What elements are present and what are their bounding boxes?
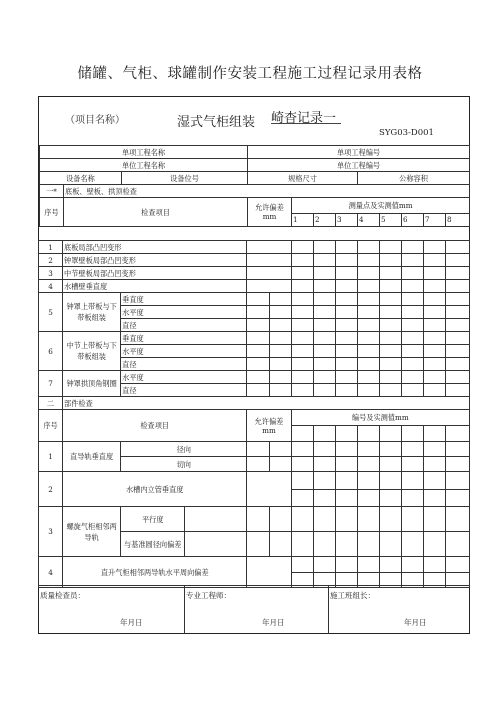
value-cell[interactable]: [445, 293, 469, 306]
value-cell[interactable]: [379, 557, 401, 573]
s2-item: 螺旋气柜相邻两导轨: [63, 507, 121, 557]
section1-label: 一*: [40, 185, 64, 198]
s1-tol-header: 允许偏差mm: [248, 198, 292, 227]
value-cell[interactable]: [401, 507, 423, 532]
value-cell[interactable]: [291, 254, 313, 267]
value-cell[interactable]: [291, 306, 313, 319]
s2-item: 水槽内立管垂直度: [63, 472, 247, 507]
value-cell[interactable]: [335, 358, 357, 371]
value-cell[interactable]: [423, 442, 445, 457]
row-no: 2: [39, 254, 63, 267]
tolerance-cell[interactable]: [185, 507, 247, 532]
engineer-sign: 专业工程师：: [186, 591, 231, 600]
value-cell[interactable]: [379, 507, 401, 532]
value-cell[interactable]: [357, 345, 379, 358]
value-cell[interactable]: [401, 345, 423, 358]
value-cell[interactable]: [335, 254, 357, 267]
value-cell[interactable]: [379, 358, 401, 371]
value-cell[interactable]: [291, 384, 313, 397]
value-cell[interactable]: [445, 280, 469, 293]
value-cell[interactable]: [335, 384, 357, 397]
value-cell[interactable]: [445, 267, 469, 280]
value-cell[interactable]: [379, 319, 401, 332]
value-cell[interactable]: [313, 319, 335, 332]
value-cell[interactable]: [379, 426, 401, 442]
value-cell[interactable]: [247, 358, 269, 371]
s1-group-row: [39, 293, 470, 306]
s2-sub-item: 平行度: [121, 507, 185, 532]
value-cell[interactable]: [247, 306, 269, 319]
value-cell[interactable]: [357, 371, 379, 384]
value-cell[interactable]: [357, 384, 379, 397]
value-cell[interactable]: [445, 489, 469, 507]
value-cell[interactable]: [269, 442, 291, 457]
value-cell[interactable]: [335, 507, 357, 532]
group-no: 6: [39, 332, 63, 371]
value-cell[interactable]: [379, 293, 401, 306]
value-cell[interactable]: [357, 332, 379, 345]
tolerance-cell[interactable]: [247, 254, 291, 267]
row-no: 3: [39, 267, 63, 280]
value-cell[interactable]: [379, 345, 401, 358]
value-cell[interactable]: [379, 332, 401, 345]
value-cell[interactable]: [357, 442, 379, 457]
value-cell[interactable]: [335, 371, 357, 384]
s1-body: [39, 241, 470, 397]
s2-no: 1: [39, 442, 63, 472]
s2-no: 2: [39, 472, 63, 507]
value-cell[interactable]: [313, 442, 335, 457]
value-cell[interactable]: [247, 319, 269, 332]
group-sub-item: 直径: [121, 319, 247, 332]
value-cell[interactable]: [335, 345, 357, 358]
s2-no: 3: [39, 507, 63, 557]
sign-top-line: [38, 585, 470, 586]
value-cell[interactable]: [401, 384, 423, 397]
value-cell[interactable]: [401, 442, 423, 457]
s1-group-row: [39, 371, 470, 384]
tolerance-cell[interactable]: [185, 532, 247, 557]
sign-divider-2: [328, 585, 329, 634]
inspection-table: [39, 145, 470, 227]
value-cell[interactable]: [379, 241, 401, 254]
s1-row: [39, 254, 470, 267]
value-cell[interactable]: [379, 442, 401, 457]
value-cell[interactable]: [401, 457, 423, 472]
record-title-underline: [271, 123, 341, 124]
value-cell[interactable]: [269, 371, 291, 384]
value-cell[interactable]: [247, 371, 269, 384]
value-cell[interactable]: [401, 293, 423, 306]
value-cell[interactable]: [291, 358, 313, 371]
value-cell[interactable]: [401, 472, 423, 490]
s2-row: [39, 442, 470, 457]
s1-row: [39, 267, 470, 280]
value-cell[interactable]: [379, 267, 401, 280]
value-cell[interactable]: [357, 489, 379, 507]
value-cell[interactable]: [423, 557, 445, 573]
value-cell[interactable]: [313, 532, 335, 557]
point-4: 4: [358, 213, 380, 226]
value-cell[interactable]: [401, 489, 423, 507]
value-cell[interactable]: [313, 254, 335, 267]
sign-divider-1: [184, 585, 185, 634]
value-cell[interactable]: [401, 319, 423, 332]
value-cell[interactable]: [445, 557, 469, 573]
value-cell[interactable]: [445, 319, 469, 332]
value-cell[interactable]: [423, 384, 445, 397]
value-cell[interactable]: [423, 254, 445, 267]
value-cell[interactable]: [423, 532, 445, 557]
value-cell[interactable]: [401, 532, 423, 557]
s2-sub-item: 径向: [121, 442, 247, 457]
group-sub-item: 水平度: [121, 371, 247, 384]
value-cell[interactable]: [423, 293, 445, 306]
value-cell[interactable]: [401, 426, 423, 442]
s1-seq-header: 序号: [40, 198, 64, 227]
value-cell[interactable]: [445, 442, 469, 457]
value-cell[interactable]: [445, 371, 469, 384]
point-3: 3: [336, 213, 358, 226]
value-cell[interactable]: [401, 267, 423, 280]
value-cell[interactable]: [247, 384, 269, 397]
value-cell[interactable]: [269, 332, 291, 345]
s2-item-header: 检查项目: [63, 410, 247, 442]
point-6: 6: [402, 213, 424, 226]
value-cell[interactable]: [247, 507, 269, 532]
section2-label: 二: [39, 397, 63, 410]
value-cell[interactable]: [335, 457, 357, 472]
group-item: 钟罩上带板与下带板组装: [63, 293, 121, 332]
point-8: 8: [446, 213, 470, 226]
row-no: 4: [39, 280, 63, 293]
s2-row: [39, 557, 470, 573]
value-cell[interactable]: [291, 442, 313, 457]
inspector-date: 年月日: [120, 618, 143, 627]
group-sub-item: 水平度: [121, 345, 247, 358]
value-cell[interactable]: [269, 384, 291, 397]
value-cell[interactable]: [269, 457, 291, 472]
value-cell[interactable]: [423, 319, 445, 332]
unit-project-no-cell: 单项工程编号: [248, 146, 470, 159]
value-cell[interactable]: [313, 371, 335, 384]
value-cell[interactable]: [423, 507, 445, 532]
value-cell[interactable]: [423, 345, 445, 358]
value-cell[interactable]: [423, 267, 445, 280]
value-cell[interactable]: [291, 319, 313, 332]
value-cell[interactable]: [269, 306, 291, 319]
value-cell[interactable]: [423, 306, 445, 319]
s2-item: 直升气柜相邻两导轨水平周向偏差: [63, 557, 247, 588]
form-header: [39, 97, 469, 145]
row-item: 钟罩壁板局部凸凹变形: [63, 254, 247, 267]
equipment-name-cell: 设备名称: [40, 172, 122, 185]
value-cell[interactable]: [313, 293, 335, 306]
s2-item: 直导轨垂直度: [63, 442, 121, 472]
s2-row: [39, 472, 470, 490]
foreman-sign: 施工班组长：: [330, 591, 375, 600]
value-cell[interactable]: [379, 306, 401, 319]
s2-seq-header: 序号: [39, 410, 63, 442]
point-2: 2: [314, 213, 336, 226]
value-cell[interactable]: [291, 557, 313, 573]
value-cell[interactable]: [247, 442, 269, 457]
project-name-label: （项目名称）: [65, 115, 125, 126]
value-cell[interactable]: [379, 472, 401, 490]
value-cell[interactable]: [313, 358, 335, 371]
value-cell[interactable]: [335, 280, 357, 293]
group-sub-item: 垂直度: [121, 293, 247, 306]
value-cell[interactable]: [247, 345, 269, 358]
value-cell[interactable]: [423, 472, 445, 490]
value-cell[interactable]: [335, 472, 357, 490]
value-cell[interactable]: [357, 293, 379, 306]
s2-measure-header: 编号及实测值mm: [291, 410, 469, 426]
value-cell[interactable]: [269, 358, 291, 371]
value-cell[interactable]: [291, 489, 313, 507]
s2-tol-header: 允许偏差mm: [247, 410, 291, 442]
value-cell[interactable]: [357, 267, 379, 280]
value-cell[interactable]: [357, 241, 379, 254]
value-cell[interactable]: [313, 280, 335, 293]
value-cell[interactable]: [291, 267, 313, 280]
inspection-body-table: [38, 240, 470, 588]
foreman-date: 年月日: [404, 618, 427, 627]
value-cell[interactable]: [247, 293, 269, 306]
value-cell[interactable]: [335, 241, 357, 254]
value-cell[interactable]: [423, 280, 445, 293]
value-cell[interactable]: [379, 489, 401, 507]
value-cell[interactable]: [313, 332, 335, 345]
value-cell[interactable]: [335, 332, 357, 345]
value-cell[interactable]: [313, 489, 335, 507]
value-cell[interactable]: [357, 280, 379, 293]
group-no: 5: [39, 293, 63, 332]
value-cell[interactable]: [423, 457, 445, 472]
value-cell[interactable]: [423, 426, 445, 442]
group-no: 7: [39, 371, 63, 397]
value-cell[interactable]: [313, 267, 335, 280]
value-cell[interactable]: [445, 306, 469, 319]
sub-project-no-cell: 单位工程编号: [248, 159, 470, 172]
value-cell[interactable]: [379, 280, 401, 293]
point-7: 7: [424, 213, 446, 226]
value-cell[interactable]: [401, 241, 423, 254]
value-cell[interactable]: [401, 306, 423, 319]
point-5: 5: [380, 213, 402, 226]
value-cell[interactable]: [335, 319, 357, 332]
s1-row: [39, 280, 470, 293]
value-cell[interactable]: [401, 280, 423, 293]
value-cell[interactable]: [423, 371, 445, 384]
unit-project-name-cell: 单项工程名称: [40, 146, 248, 159]
value-cell[interactable]: [291, 457, 313, 472]
record-title: 崎杳记录一: [271, 111, 337, 126]
value-cell[interactable]: [379, 384, 401, 397]
tolerance-cell[interactable]: [247, 241, 291, 254]
value-cell[interactable]: [445, 254, 469, 267]
value-cell[interactable]: [335, 489, 357, 507]
value-cell[interactable]: [313, 426, 335, 442]
value-cell[interactable]: [423, 489, 445, 507]
value-cell[interactable]: [313, 457, 335, 472]
value-cell[interactable]: [357, 557, 379, 573]
value-cell[interactable]: [335, 557, 357, 573]
row-item: 中节壁板局部凸凹变形: [63, 267, 247, 280]
equipment-no-cell: 设备位号: [122, 172, 248, 185]
value-cell[interactable]: [247, 457, 269, 472]
row-item: 水槽壁垂直度: [63, 280, 247, 293]
form-code: SYG03-D001: [379, 128, 434, 138]
value-cell[interactable]: [313, 507, 335, 532]
value-cell[interactable]: [313, 384, 335, 397]
value-cell[interactable]: [379, 457, 401, 472]
value-cell[interactable]: [379, 371, 401, 384]
value-cell[interactable]: [445, 332, 469, 345]
value-cell[interactable]: [291, 345, 313, 358]
value-cell[interactable]: [401, 358, 423, 371]
value-cell[interactable]: [445, 472, 469, 490]
s2-sub-item: 与基准圆径向偏差: [121, 532, 185, 557]
value-cell[interactable]: [313, 472, 335, 490]
s1-group-row: [39, 332, 470, 345]
value-cell[interactable]: [357, 472, 379, 490]
s1-row: [39, 241, 470, 254]
value-cell[interactable]: [269, 345, 291, 358]
value-cell[interactable]: [379, 254, 401, 267]
value-cell[interactable]: [423, 332, 445, 345]
tolerance-cell[interactable]: [247, 280, 291, 293]
value-cell[interactable]: [445, 345, 469, 358]
value-cell[interactable]: [269, 532, 291, 557]
section1-title: 底板、壁板、拱顶检查: [64, 185, 470, 198]
value-cell[interactable]: [357, 426, 379, 442]
value-cell[interactable]: [357, 306, 379, 319]
value-cell[interactable]: [445, 457, 469, 472]
value-cell[interactable]: [291, 332, 313, 345]
value-cell[interactable]: [401, 371, 423, 384]
nominal-volume-cell: 公称容积: [358, 172, 470, 185]
point-1: 1: [292, 213, 314, 226]
value-cell[interactable]: [335, 293, 357, 306]
value-cell[interactable]: [291, 426, 313, 442]
value-cell[interactable]: [269, 319, 291, 332]
group-sub-item: 垂直度: [121, 332, 247, 345]
value-cell[interactable]: [291, 472, 313, 490]
s2-sub-item: 切向: [121, 457, 247, 472]
s2-body: [39, 442, 470, 588]
section2-title: 部件检查: [63, 397, 470, 410]
value-cell[interactable]: [401, 254, 423, 267]
value-cell[interactable]: [357, 254, 379, 267]
value-cell[interactable]: [291, 371, 313, 384]
spec-cell: 规格尺寸: [248, 172, 358, 185]
value-cell[interactable]: [423, 358, 445, 371]
value-cell[interactable]: [445, 358, 469, 371]
value-cell[interactable]: [291, 293, 313, 306]
value-cell[interactable]: [445, 426, 469, 442]
tolerance-cell[interactable]: [247, 267, 291, 280]
value-cell[interactable]: [313, 241, 335, 254]
inspector-sign: 质量检查员：: [40, 591, 85, 600]
value-cell[interactable]: [269, 293, 291, 306]
value-cell[interactable]: [335, 426, 357, 442]
value-cell[interactable]: [269, 507, 291, 532]
s2-no: 4: [39, 557, 63, 588]
value-cell[interactable]: [247, 332, 269, 345]
value-cell[interactable]: [445, 507, 469, 532]
value-cell[interactable]: [313, 306, 335, 319]
tolerance-cell[interactable]: [247, 472, 291, 507]
value-cell[interactable]: [423, 241, 445, 254]
value-cell[interactable]: [291, 532, 313, 557]
s1-item-header: 检查项目: [64, 198, 248, 227]
value-cell[interactable]: [291, 280, 313, 293]
value-cell[interactable]: [335, 532, 357, 557]
value-cell[interactable]: [335, 306, 357, 319]
group-sub-item: 直径: [121, 358, 247, 371]
group-sub-item: 直径: [121, 384, 247, 397]
document-title: 储罐、气柜、球罐制作安装工程施工过程记录用表格: [77, 66, 423, 82]
value-cell[interactable]: [247, 532, 269, 557]
value-cell[interactable]: [335, 267, 357, 280]
value-cell[interactable]: [335, 442, 357, 457]
sub-project-name-cell: 单位工程名称: [40, 159, 248, 172]
value-cell[interactable]: [357, 319, 379, 332]
s1-measure-header: 测量点及实测值mm: [292, 198, 470, 214]
value-cell[interactable]: [291, 241, 313, 254]
value-cell[interactable]: [357, 507, 379, 532]
value-cell[interactable]: [379, 532, 401, 557]
row-item: 底板局部凸凹变形: [63, 241, 247, 254]
value-cell[interactable]: [291, 507, 313, 532]
value-cell[interactable]: [357, 532, 379, 557]
value-cell[interactable]: [357, 358, 379, 371]
group-sub-item: 水平度: [121, 306, 247, 319]
value-cell[interactable]: [445, 241, 469, 254]
engineer-date: 年月日: [262, 618, 285, 627]
row-no: 1: [39, 241, 63, 254]
value-cell[interactable]: [313, 557, 335, 573]
value-cell[interactable]: [401, 557, 423, 573]
record-kind: 湿式气柜组装: [177, 115, 256, 130]
s2-row: [39, 507, 470, 532]
value-cell[interactable]: [445, 384, 469, 397]
tolerance-cell[interactable]: [247, 557, 291, 588]
group-item: 中节上带板与下带板组装: [63, 332, 121, 371]
value-cell[interactable]: [357, 457, 379, 472]
value-cell[interactable]: [313, 345, 335, 358]
value-cell[interactable]: [445, 532, 469, 557]
value-cell[interactable]: [401, 332, 423, 345]
grid-body: [38, 240, 470, 588]
group-item: 钟罩拱顶角钢圈: [63, 371, 121, 397]
